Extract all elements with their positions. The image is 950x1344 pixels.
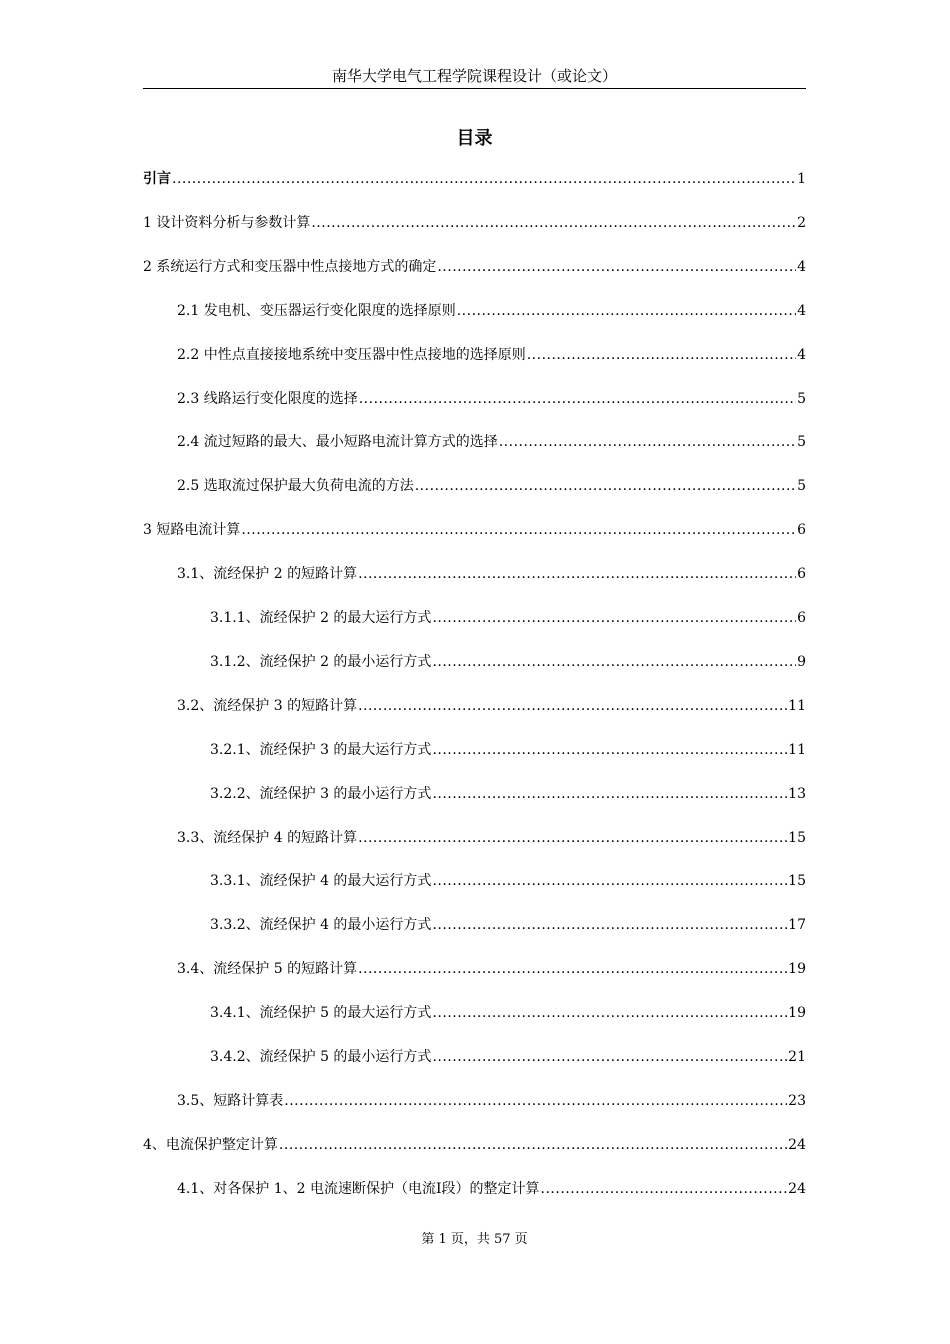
toc-entry[interactable] (177, 341, 806, 365)
toc-entry-label: 3.5、短路计算表 (177, 1092, 284, 1109)
toc-entry-page-number: 15 (788, 873, 806, 890)
toc-entry-label: 4.1、对各保护 1、2 电流速断保护（电流Ⅰ段）的整定计算 (177, 1180, 540, 1197)
toc-entry-label: 3.2.2、流经保护 3 的最小运行方式 (210, 785, 432, 802)
toc-entry-page-number: 1 (797, 171, 806, 187)
toc-entry-page-number: 24 (788, 1180, 806, 1197)
toc-entry-page-number: 2 (797, 214, 806, 231)
toc-dot-leader (415, 476, 796, 496)
toc-dot-leader (432, 1047, 787, 1067)
toc-entry-label: 3.3.2、流经保护 4 的最小运行方式 (210, 917, 432, 934)
toc-entry-label: 3.1.2、流经保护 2 的最小运行方式 (210, 653, 432, 670)
toc-dot-leader (358, 696, 787, 716)
toc-dot-leader (457, 301, 796, 321)
toc-dot-leader (432, 915, 787, 935)
toc-entry-page-number: 6 (797, 522, 806, 539)
toc-entry[interactable] (143, 516, 806, 540)
toc-entry-label: 2 系统运行方式和变压器中性点接地方式的确定 (143, 258, 437, 275)
toc-entry[interactable] (177, 955, 806, 979)
toc-dot-leader (527, 345, 796, 365)
toc-dot-leader (284, 1091, 787, 1111)
toc-dot-leader (432, 871, 787, 891)
toc-entry-label: 3.1.1、流经保护 2 的最大运行方式 (210, 610, 432, 626)
toc-entry-page-number: 13 (788, 785, 806, 802)
toc-dot-leader (358, 959, 787, 979)
toc-entry[interactable] (177, 824, 806, 848)
toc-dot-leader (241, 520, 796, 540)
toc-entry[interactable] (210, 648, 806, 672)
toc-entry[interactable] (177, 560, 806, 584)
toc-entry-label: 3.1、流经保护 2 的短路计算 (177, 566, 358, 583)
toc-entry-page-number: 9 (797, 653, 806, 670)
toc-entry-page-number: 17 (788, 917, 806, 934)
toc-entry[interactable] (143, 165, 806, 189)
toc-entry-label: 3.4、流经保护 5 的短路计算 (177, 961, 358, 978)
toc-entry-page-number: 6 (797, 566, 806, 583)
toc-entry-page-number: 5 (797, 478, 806, 495)
toc-entry[interactable] (210, 736, 806, 760)
toc-entry[interactable] (210, 867, 806, 891)
toc-entry-label: 2.5 选取流过保护最大负荷电流的方法 (177, 478, 414, 495)
toc-entry-page-number: 24 (788, 1136, 806, 1153)
toc-dot-leader (311, 213, 796, 233)
toc-entry-page-number: 19 (788, 1005, 806, 1022)
toc-dot-leader (359, 389, 796, 409)
toc-entry-label: 3.3、流经保护 4 的短路计算 (177, 829, 358, 846)
toc-entry-label: 引言 (143, 171, 171, 187)
toc-entry-label: 2.2 中性点直接接地系统中变压器中性点接地的选择原则 (177, 346, 526, 363)
toc-entry-page-number: 4 (797, 346, 806, 363)
toc-entry[interactable] (143, 1131, 806, 1155)
toc-entry-page-number: 23 (788, 1092, 806, 1109)
toc-entry[interactable] (210, 1043, 806, 1067)
toc-entry-page-number: 19 (788, 961, 806, 978)
toc-entry-label: 3.2.1、流经保护 3 的最大运行方式 (210, 741, 432, 758)
toc-dot-leader (358, 828, 787, 848)
toc-entry[interactable] (210, 999, 806, 1023)
toc-dot-leader (499, 432, 796, 452)
toc-dot-leader (432, 608, 796, 628)
toc-entry-label: 3.3.1、流经保护 4 的最大运行方式 (210, 873, 432, 890)
toc-entry-label: 3.4.2、流经保护 5 的最小运行方式 (210, 1049, 432, 1065)
toc-entry[interactable] (177, 1175, 806, 1199)
toc-entry-page-number: 5 (797, 390, 806, 407)
toc-entry[interactable] (177, 1087, 806, 1111)
toc-entry[interactable] (177, 385, 806, 409)
toc-entry-page-number: 5 (797, 434, 806, 451)
toc-dot-leader (432, 784, 787, 804)
toc-dot-leader (541, 1179, 788, 1199)
toc-entry[interactable] (210, 604, 806, 628)
toc-entry-page-number: 6 (797, 610, 806, 626)
toc-entry[interactable] (177, 297, 806, 321)
toc-entry-page-number: 4 (797, 302, 806, 319)
toc-entry-label: 3 短路电流计算 (143, 522, 241, 539)
toc-dot-leader (432, 1003, 787, 1023)
toc-dot-leader (279, 1135, 787, 1155)
toc-entry-label: 3.2、流经保护 3 的短路计算 (177, 697, 358, 714)
toc-entry-page-number: 11 (788, 741, 806, 758)
toc-entry[interactable] (210, 911, 806, 935)
toc-dot-leader (432, 652, 796, 672)
toc-entry[interactable] (177, 472, 806, 496)
toc-entry-label: 2.4 流过短路的最大、最小短路电流计算方式的选择 (177, 434, 498, 451)
toc-entry-page-number: 4 (797, 258, 806, 275)
toc-entry-label: 2.1 发电机、变压器运行变化限度的选择原则 (177, 302, 456, 319)
toc-dot-leader (358, 564, 796, 584)
page-footer: 第 1 页，共 57 页 (421, 1232, 528, 1247)
toc-entry-label: 4、电流保护整定计算 (143, 1136, 278, 1153)
header-divider (143, 88, 806, 89)
page-header: 南华大学电气工程学院课程设计（或论文） (331, 67, 617, 85)
toc-entry-label: 2.3 线路运行变化限度的选择 (177, 390, 358, 407)
toc-entry[interactable] (210, 780, 806, 804)
toc-dot-leader (437, 257, 796, 277)
toc-title: 目录 (456, 128, 493, 149)
toc-entry-label: 1 设计资料分析与参数计算 (143, 214, 311, 231)
toc-entry[interactable] (143, 253, 806, 277)
toc-entry-label: 3.4.1、流经保护 5 的最大运行方式 (210, 1005, 432, 1022)
toc-dot-leader (172, 169, 796, 189)
toc-dot-leader (432, 740, 787, 760)
toc-entry-page-number: 11 (788, 697, 806, 714)
toc-entry[interactable] (177, 428, 806, 452)
toc-entry[interactable] (143, 209, 806, 233)
toc-entry-page-number: 15 (788, 829, 806, 846)
toc-entry-page-number: 21 (788, 1049, 806, 1065)
toc-entry[interactable] (177, 692, 806, 716)
